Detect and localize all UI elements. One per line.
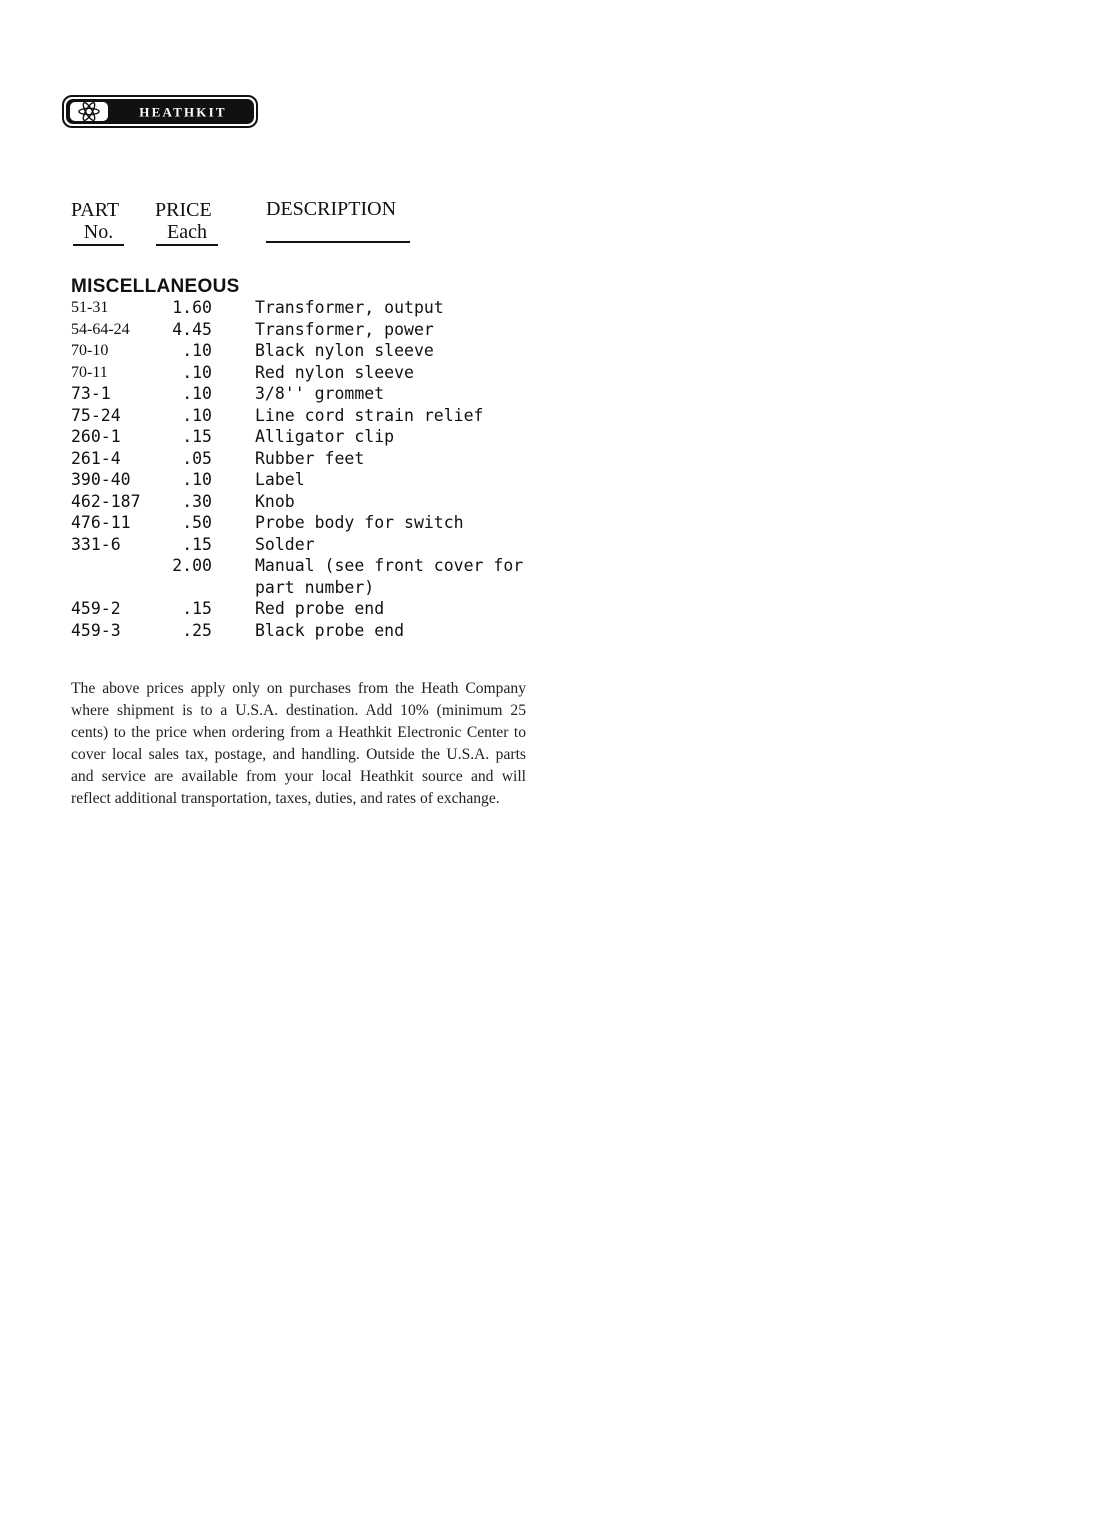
column-header-price: PRICE (155, 199, 212, 221)
parts-row (0, 469, 1095, 491)
parts-row (0, 426, 1095, 448)
part-number: 459-3 (71, 620, 121, 640)
parts-row (0, 555, 1095, 598)
part-number: 459-2 (71, 599, 121, 618)
part-price: 4.45 (172, 319, 212, 339)
part-number: 261-4 (71, 448, 121, 468)
part-description: Rubber feet (255, 448, 365, 468)
parts-row (0, 297, 1095, 319)
column-header-part: PART (71, 199, 120, 221)
part-price: .05 (182, 448, 212, 468)
part-price: .30 (182, 491, 212, 511)
part-number: 75-24 (71, 405, 121, 425)
column-header-price-each: Each (156, 221, 218, 246)
part-description: Transformer, output (255, 298, 444, 317)
part-number: 51-31 (71, 299, 109, 316)
part-price: .15 (182, 599, 212, 618)
part-description: Transformer, power (255, 319, 434, 339)
parts-row (0, 598, 1095, 620)
description-underline (266, 241, 410, 243)
part-description: Alligator clip (255, 427, 395, 446)
part-price: 1.60 (172, 298, 212, 317)
parts-row (0, 362, 1095, 384)
part-number: 462-187 (71, 491, 141, 511)
part-price: .10 (182, 362, 212, 382)
parts-row (0, 491, 1095, 513)
column-header-description: DESCRIPTION (266, 198, 397, 220)
part-description: Black nylon sleeve (255, 341, 434, 360)
part-number: 70-11 (71, 363, 108, 381)
part-price: .10 (182, 405, 212, 425)
part-price: .15 (182, 534, 212, 554)
parts-row (0, 340, 1095, 362)
part-price: .15 (182, 427, 212, 446)
part-price: .25 (182, 620, 212, 640)
parts-row (0, 620, 1095, 642)
part-price: .10 (182, 470, 212, 489)
part-price: 2.00 (172, 556, 212, 575)
column-header-part-no: No. (73, 221, 124, 246)
part-description: Red nylon sleeve (255, 362, 414, 382)
part-number: 73-1 (71, 384, 111, 403)
part-number: 70-10 (71, 342, 109, 359)
parts-row (0, 512, 1095, 534)
part-description: Probe body for switch (255, 513, 464, 532)
heathkit-logo (62, 95, 258, 128)
logo-text: HEATHKIT (139, 104, 227, 120)
parts-row (0, 534, 1095, 556)
parts-row (0, 448, 1095, 470)
parts-list (0, 297, 1095, 641)
part-price: .50 (182, 513, 212, 532)
part-number: 54-64-24 (71, 320, 130, 338)
part-number: 390-40 (71, 470, 131, 489)
part-number: 331-6 (71, 534, 121, 554)
part-description: Knob (255, 491, 295, 511)
part-price: .10 (182, 341, 212, 360)
part-description: Black probe end (255, 620, 405, 640)
parts-row (0, 405, 1095, 427)
part-description: Manual (see front cover for part number) (255, 556, 524, 597)
part-price: .10 (182, 384, 212, 403)
part-description: Solder (255, 534, 315, 554)
pricing-footnote: The above prices apply only on purchases from the Heath Company where shipment is to a U.S.A. destination. Add 10% (minimum 25 cents) to the price when ordering from a Heathkit Electronic Center to cover local sales tax, postage, and handling. Outside the U.S.A. parts and service are available from your local Heathkit source and will reflect additional transportation, taxes, duties, and rates of exchange. (71, 680, 526, 807)
part-description: Label (255, 470, 305, 489)
parts-row (0, 319, 1095, 341)
part-number: 476-11 (71, 513, 131, 532)
part-description: Line cord strain relief (255, 405, 484, 425)
part-description: 3/8'' grommet (255, 384, 385, 403)
parts-row (0, 383, 1095, 405)
part-description: Red probe end (255, 599, 385, 618)
section-title: MISCELLANEOUS (71, 276, 240, 297)
part-number: 260-1 (71, 427, 121, 446)
